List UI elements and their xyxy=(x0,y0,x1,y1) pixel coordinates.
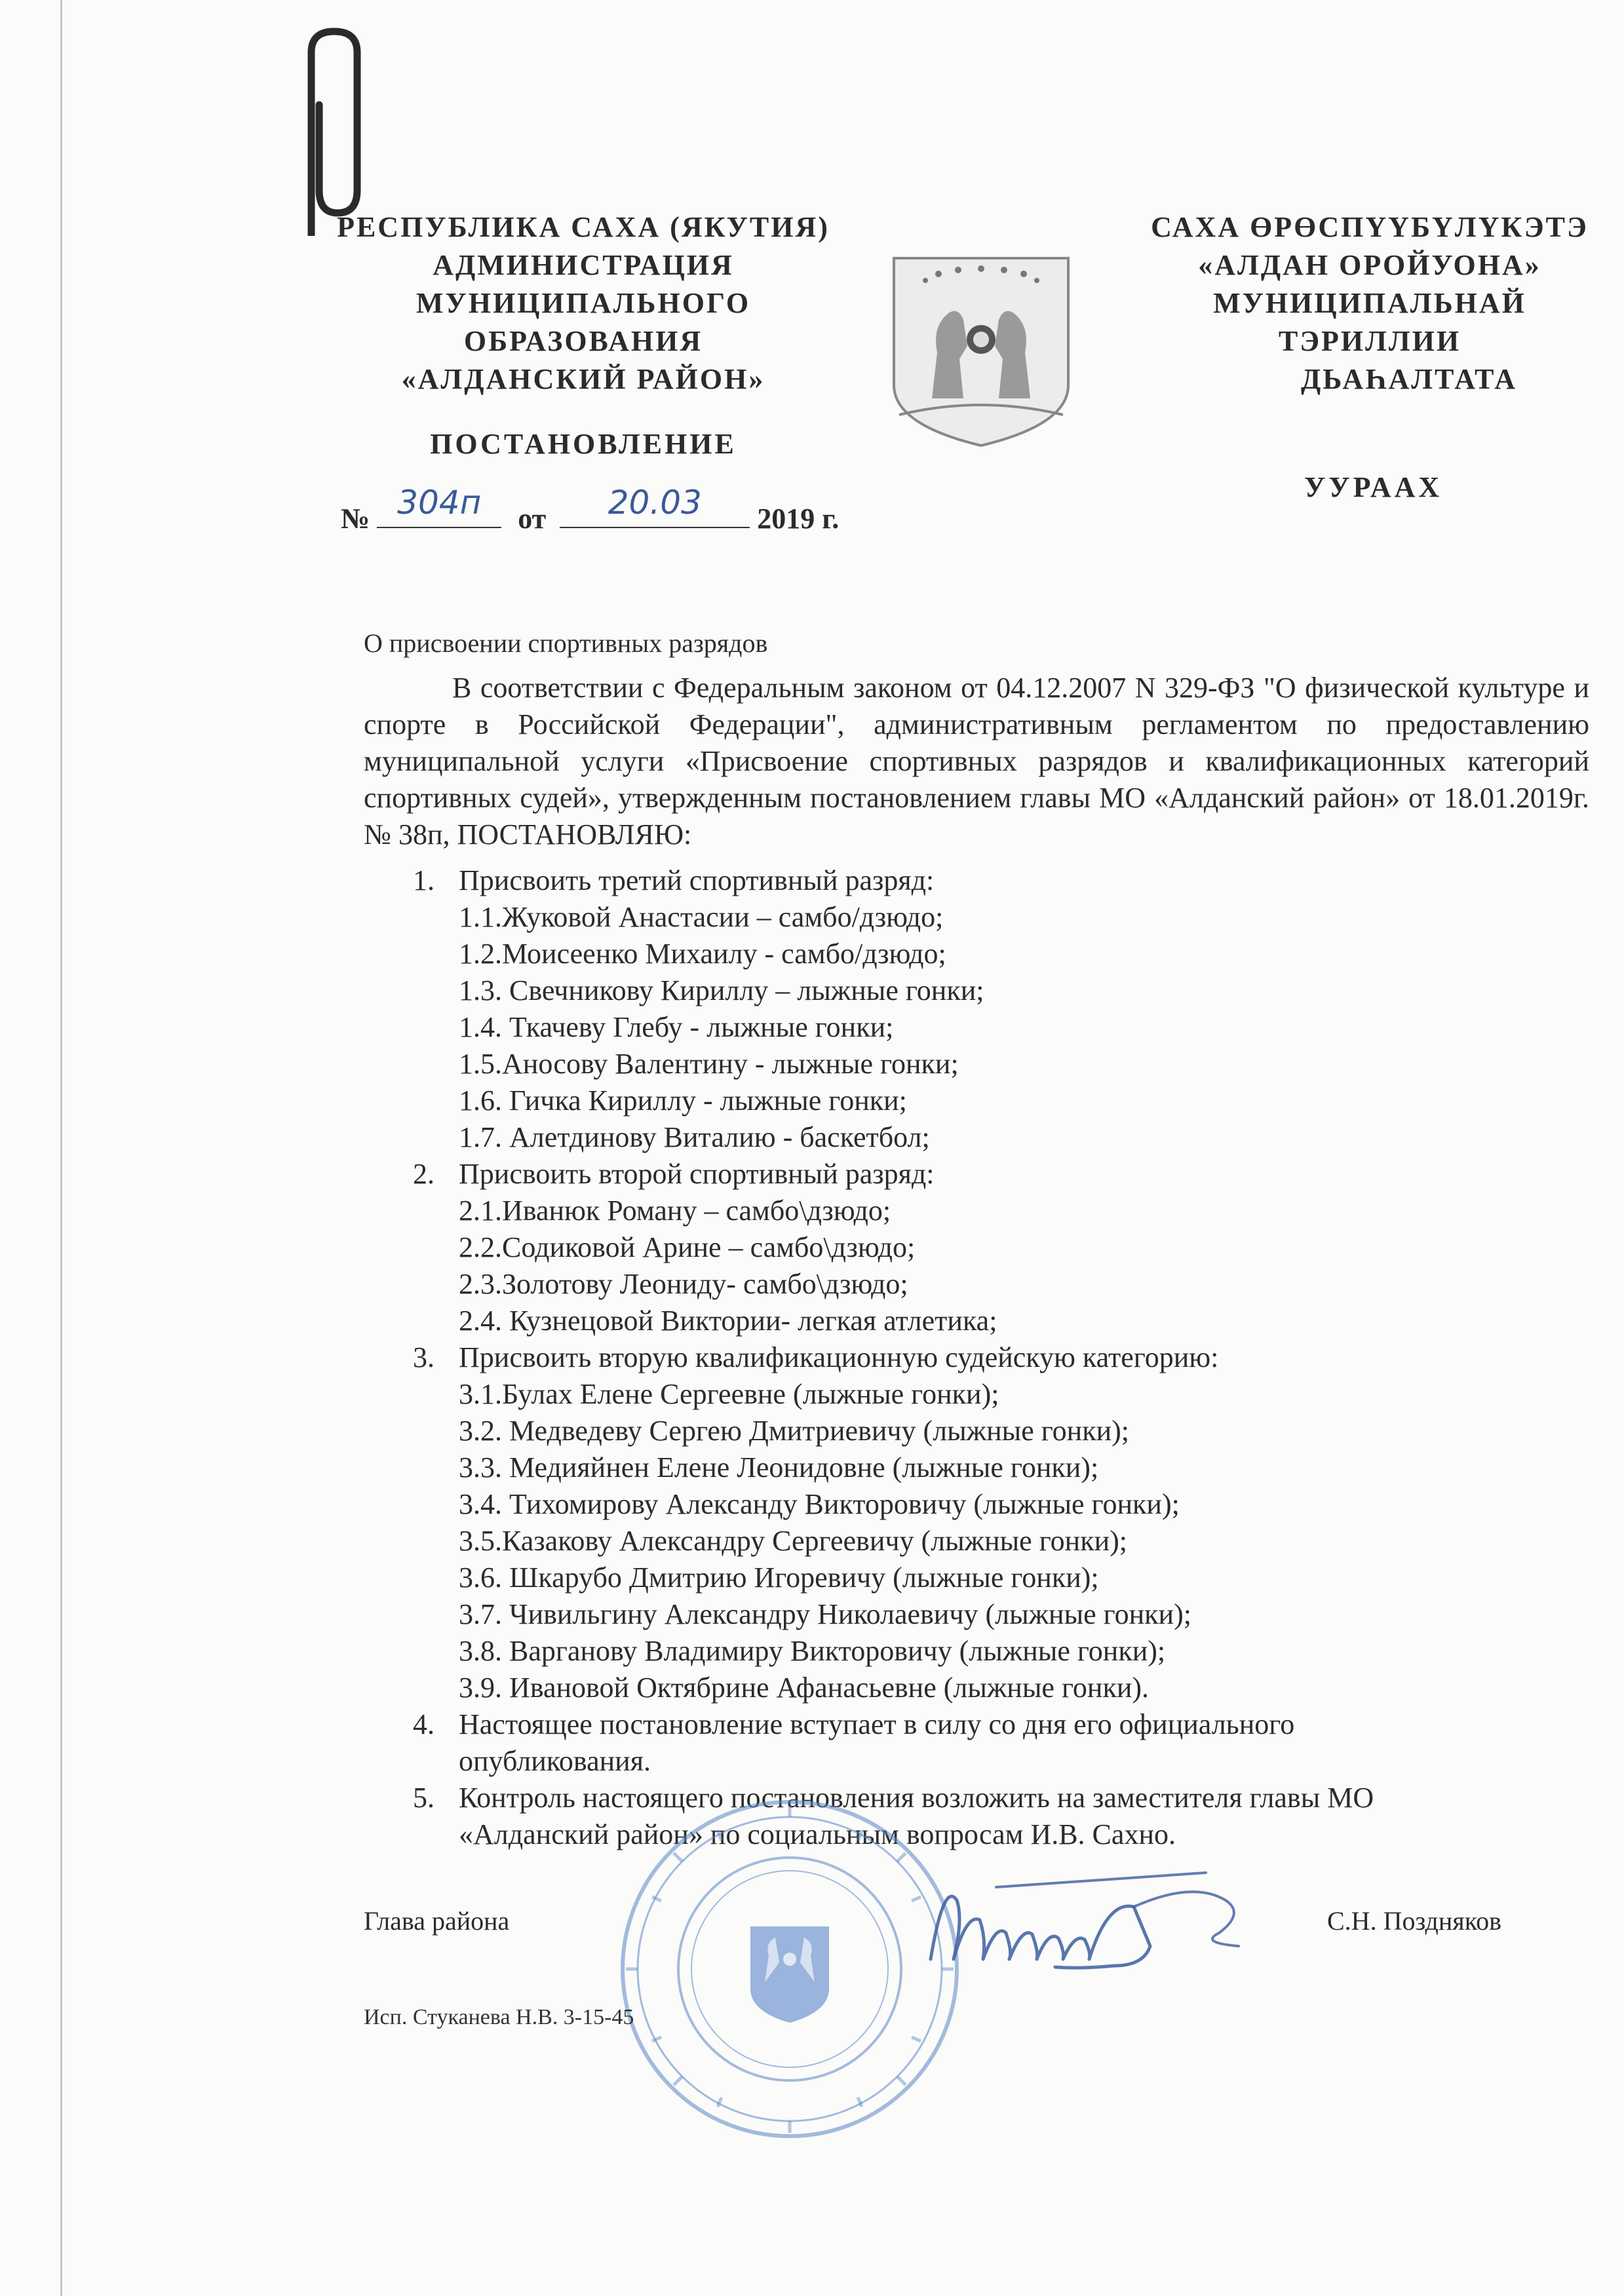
sub-item: 2.3.Золотову Леониду- самбо\дзюдо; xyxy=(459,1268,908,1300)
sub-item: 3.3. Медияйнен Елене Леонидовне (лыжные гонки); xyxy=(459,1451,1099,1483)
sub-item: 2.4. Кузнецовой Виктории- легкая атлетика; xyxy=(459,1305,997,1337)
header-left-line: РЕСПУБЛИКА САХА (ЯКУТИЯ) xyxy=(337,211,830,243)
decree-subject: О присвоении спортивных разрядов xyxy=(364,628,768,658)
header-left-line: МУНИЦИПАЛЬНОГО xyxy=(416,287,751,319)
doc-type-title: ПОСТАНОВЛЕНИЕ xyxy=(430,428,737,460)
sub-item: 1.6. Гичка Кириллу - лыжные гонки; xyxy=(459,1084,907,1117)
number-sign: № xyxy=(341,503,370,535)
sub-item: 3.8. Варганову Владимиру Викторовичу (лыжные гонки); xyxy=(459,1635,1166,1667)
decree-date: 20.03 xyxy=(608,484,702,522)
sub-item: 3.6. Шкарубо Дмитрию Игоревичу (лыжные гонки); xyxy=(459,1561,1099,1594)
decree-number: 304п xyxy=(397,484,482,522)
item-text: Присвоить второй спортивный разряд: xyxy=(459,1158,935,1190)
item-text-continued: опубликования. xyxy=(459,1745,651,1777)
item-text: Контроль настоящего постановления возложить на заместителя главы МО xyxy=(459,1782,1374,1814)
sub-item: 3.9. Ивановой Октябрине Афанасьевне (лыжные гонки). xyxy=(459,1672,1150,1704)
decree-number-line xyxy=(341,484,840,535)
sub-item: 1.2.Моисеенко Михаилу - самбо/дзюдо; xyxy=(459,938,946,970)
decree-date-field xyxy=(560,484,750,528)
sub-item: 1.4. Ткачеву Глебу - лыжные гонки; xyxy=(459,1011,894,1043)
sub-item: 3.2. Медведеву Сергею Дмитриевичу (лыжные гонки); xyxy=(459,1415,1130,1447)
official-seal-stamp xyxy=(613,1792,967,2146)
signatory-name: С.Н. Поздняков xyxy=(1327,1906,1501,1936)
doc-type-title-yakut: УУРААХ xyxy=(1304,471,1443,503)
header-right-line: САХА ӨРӨСПҮҮБҮЛҮКЭТЭ xyxy=(1151,211,1589,243)
item-number: 5. xyxy=(413,1782,435,1814)
sub-item: 2.2.Содиковой Арине – самбо\дзюдо; xyxy=(459,1231,916,1263)
scan-edge-line xyxy=(60,0,62,2296)
item-text: Настоящее постановление вступает в силу со дня его официального xyxy=(459,1708,1295,1740)
header-left xyxy=(288,208,878,398)
sub-item: 2.1.Иванюк Роману – самбо\дзюдо; xyxy=(459,1195,891,1227)
decree-number-field xyxy=(377,484,501,528)
from-label: от xyxy=(518,503,547,535)
header-left-line: ОБРАЗОВАНИЯ xyxy=(463,325,703,357)
sub-item: 3.7. Чивильгину Александру Николаевичу (лыжные гонки); xyxy=(459,1598,1191,1630)
header-left-line: АДМИНИСТРАЦИЯ xyxy=(433,249,734,281)
executor-note: Исп. Стуканева Н.В. 3-15-45 xyxy=(364,2005,634,2029)
item-text: Присвоить третий спортивный разряд: xyxy=(459,864,935,896)
header-left-line: «АЛДАНСКИЙ РАЙОН» xyxy=(401,363,765,395)
decree-year: 2019 г. xyxy=(757,503,840,535)
paper-clip-mark xyxy=(298,26,370,236)
item-text: Присвоить вторую квалификационную судейскую категорию: xyxy=(459,1341,1219,1373)
handwritten-signature xyxy=(918,1861,1258,1999)
signatory-position: Глава района xyxy=(364,1906,510,1936)
sub-item: 3.1.Булах Елене Сергеевне (лыжные гонки); xyxy=(459,1378,999,1410)
sub-item: 1.7. Алетдинову Виталию - баскетбол; xyxy=(459,1121,930,1153)
item-number: 3. xyxy=(413,1341,435,1373)
item-text-continued: «Алданский район» по социальным вопросам И.В. Сахно. xyxy=(459,1818,1176,1850)
sub-item: 3.5.Казакову Александру Сергеевичу (лыжные гонки); xyxy=(459,1525,1128,1557)
item-number: 2. xyxy=(413,1158,435,1190)
header-right-line: МУНИЦИПАЛЬНАЙ xyxy=(1213,287,1526,319)
sub-item: 3.4. Тихомирову Александу Викторовичу (лыжные гонки); xyxy=(459,1488,1180,1520)
sub-item: 1.3. Свечникову Кириллу – лыжные гонки; xyxy=(459,974,984,1006)
header-right-line: «АЛДАН ОРОЙУОНА» xyxy=(1198,249,1541,281)
sub-item: 1.5.Аносову Валентину - лыжные гонки; xyxy=(459,1048,959,1080)
item-number: 1. xyxy=(413,864,435,896)
intro-paragraph: В соответствии с Федеральным законом от 04.12.2007 N 329-ФЗ "О физической культуре и спорте в Российской Федерации", административным регламентом по предоставлению муниципальной услуги «Присвоение спортивных разрядов и квалификационных категорий спортивных судей», утвержденным постановлением главы МО «Алданский район» от 18.01.2019г. № 38п, ПОСТАНОВЛЯЮ: xyxy=(364,672,1589,851)
sub-item: 1.1.Жуковой Анастасии – самбо/дзюдо; xyxy=(459,901,944,933)
header-right-line: ТЭРИЛЛИИ xyxy=(1278,325,1461,357)
item-number: 4. xyxy=(413,1708,435,1740)
header-right xyxy=(1114,208,1624,398)
coat-of-arms-emblem xyxy=(886,254,1076,451)
header-right-line: ДЬАҺАЛТАТА xyxy=(1300,363,1518,395)
